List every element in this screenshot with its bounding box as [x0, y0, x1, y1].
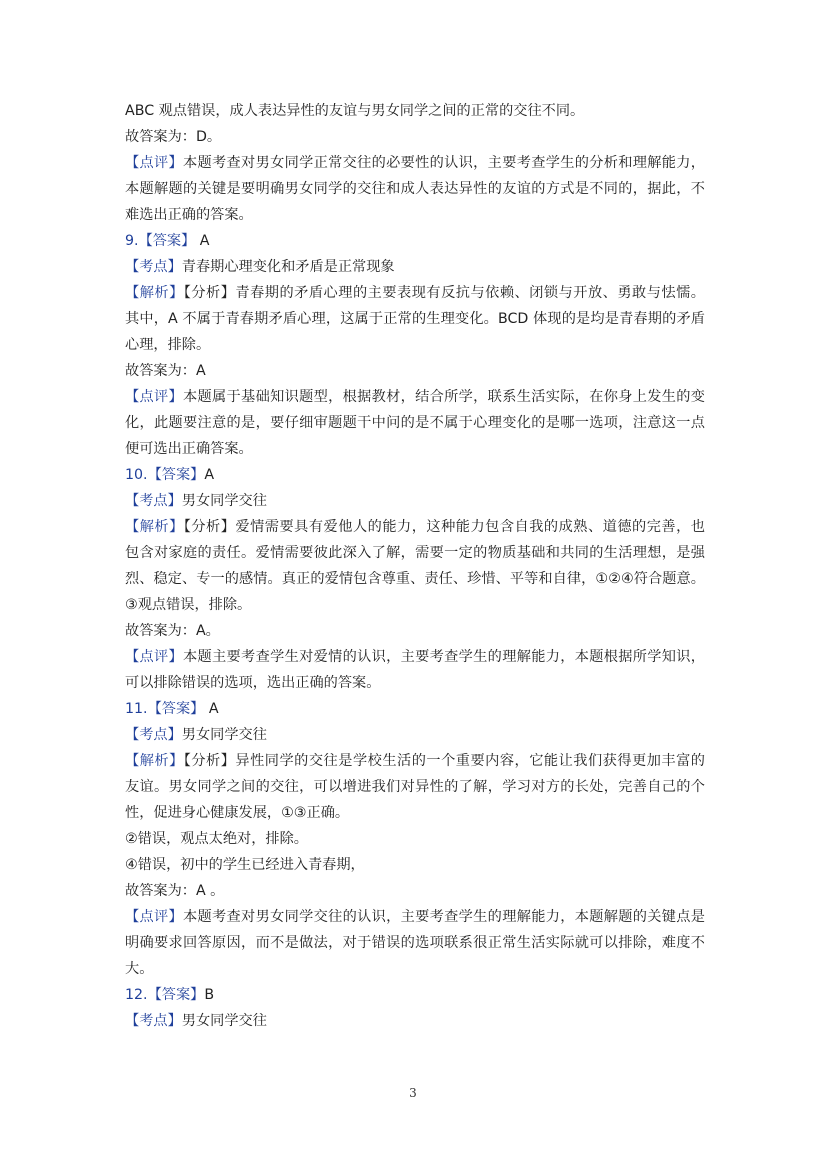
line-text: 明确要求回答原因，而不是做法，对于错误的选项联系很正常生活实际就可以排除，难度不: [125, 935, 705, 951]
line-text: A: [195, 233, 210, 249]
text-line: [125, 202, 705, 228]
line-text: 难选出正确的答案。: [125, 207, 253, 223]
line-text: 本题解题的关键是要明确男女同学的交往和成人表达异性的友谊的方式是不同的，据此，不: [125, 181, 705, 197]
text-line: [125, 670, 705, 696]
line-text: 故答案为：A。: [125, 623, 220, 639]
line-text: 便可选出正确答案。: [125, 441, 253, 457]
section-tag: 9.【答案】: [125, 233, 196, 249]
text-line: [125, 488, 705, 514]
line-text: ABC 观点错误，成人表达异性的友谊与男女同学之间的正常的交往不同。: [125, 103, 585, 119]
text-line: [125, 1008, 705, 1034]
section-tag: 【解析】: [125, 519, 184, 535]
text-line: [125, 852, 705, 878]
text-line: [125, 878, 705, 904]
line-text: 故答案为：A: [125, 363, 206, 379]
line-text: 可以排除错误的选项，选出正确的答案。: [125, 675, 381, 691]
line-text: ③观点错误，排除。: [125, 597, 252, 613]
line-text: 本题考查对男女同学正常交往的必要性的认识，主要考查学生的分析和理解能力，: [183, 155, 705, 171]
section-tag: 【点评】: [125, 155, 184, 171]
section-tag: 【点评】: [125, 649, 184, 665]
section-tag: 【解析】: [125, 753, 184, 769]
answer-explanations: [125, 98, 705, 1034]
line-text: 包含对家庭的责任。爱情需要彼此深入了解，需要一定的物质基础和共同的生活理想，是强: [125, 545, 705, 561]
section-tag: 【考点】: [125, 1013, 182, 1029]
line-text: 烈、稳定、专一的感情。真正的爱情包含尊重、责任、珍惜、平等和自律，①②④符合题意。: [125, 571, 705, 587]
text-line: [125, 150, 705, 176]
section-tag: 【考点】: [125, 259, 182, 275]
section-tag: 【解析】: [125, 285, 184, 301]
section-tag: 【考点】: [125, 727, 182, 743]
text-line: [125, 696, 705, 722]
text-line: [125, 930, 705, 956]
line-text: B: [204, 987, 215, 1003]
line-text: 【分析】异性同学的交往是学校生活的一个重要内容，它能让我们获得更加丰富的: [183, 753, 705, 769]
line-text: 【分析】青春期的矛盾心理的主要表现有反抗与依赖、闭锁与开放、勇敢与怯懦。: [183, 285, 705, 301]
line-text: 本题属于基础知识题型，根据教材，结合所学，联系生活实际，在你身上发生的变: [183, 389, 705, 405]
line-text: 故答案为：D。: [125, 129, 222, 145]
line-text: 故答案为：A 。: [125, 883, 225, 899]
line-text: 青春期心理变化和矛盾是正常现象: [181, 259, 395, 275]
text-line: [125, 228, 705, 254]
section-tag: 11.【答案】: [125, 701, 205, 717]
line-text: 心理，排除。: [125, 337, 211, 353]
text-line: [125, 618, 705, 644]
line-text: ②错误，观点太绝对，排除。: [125, 831, 308, 847]
section-tag: 【点评】: [125, 909, 184, 925]
section-tag: 【点评】: [125, 389, 184, 405]
line-text: 性，促进身心健康发展，①③正确。: [125, 805, 350, 821]
text-line: [125, 332, 705, 358]
text-line: [125, 280, 705, 306]
line-text: 大。: [125, 961, 154, 977]
text-line: [125, 826, 705, 852]
line-text: 其中，A 不属于青春期矛盾心理，这属于正常的生理变化。BCD 体现的是均是青春期的矛盾: [125, 311, 705, 327]
line-text: 【分析】爱情需要具有爱他人的能力，这种能力包含自我的成熟、道德的完善，也: [183, 519, 705, 535]
text-line: [125, 904, 705, 930]
text-line: [125, 748, 705, 774]
text-line: [125, 566, 705, 592]
line-text: 男女同学交往: [181, 727, 267, 743]
section-tag: 【考点】: [125, 493, 182, 509]
text-line: [125, 800, 705, 826]
line-text: 男女同学交往: [181, 1013, 267, 1029]
line-text: 男女同学交往: [181, 493, 267, 509]
text-line: [125, 774, 705, 800]
line-text: ④错误，初中的学生已经进入青春期，: [125, 857, 365, 873]
text-line: [125, 176, 705, 202]
text-line: [125, 98, 705, 124]
text-line: [125, 956, 705, 982]
text-line: [125, 982, 705, 1008]
text-line: [125, 306, 705, 332]
line-text: A: [204, 701, 219, 717]
text-line: [125, 410, 705, 436]
text-line: [125, 436, 705, 462]
text-line: [125, 384, 705, 410]
text-line: [125, 592, 705, 618]
line-text: A: [204, 467, 215, 483]
text-line: [125, 124, 705, 150]
text-line: [125, 514, 705, 540]
line-text: 化，此题要注意的是，要仔细审题题干中问的是不属于心理变化的是哪一选项，注意这一点: [125, 415, 705, 431]
text-line: [125, 254, 705, 280]
text-line: [125, 358, 705, 384]
line-text: 本题考查对男女同学交往的认识，主要考查学生的理解能力，本题解题的关键点是: [183, 909, 705, 925]
section-tag: 10.【答案】: [125, 467, 205, 483]
text-line: [125, 462, 705, 488]
section-tag: 12.【答案】: [125, 987, 205, 1003]
line-text: 本题主要考查学生对爱情的认识，主要考查学生的理解能力，本题根据所学知识，: [183, 649, 705, 665]
page-number: 3: [409, 1086, 417, 1100]
text-line: [125, 644, 705, 670]
line-text: 友谊。男女同学之间的交往，可以增进我们对异性的了解，学习对方的长处，完善自己的个: [125, 779, 705, 795]
text-line: [125, 540, 705, 566]
text-line: [125, 722, 705, 748]
